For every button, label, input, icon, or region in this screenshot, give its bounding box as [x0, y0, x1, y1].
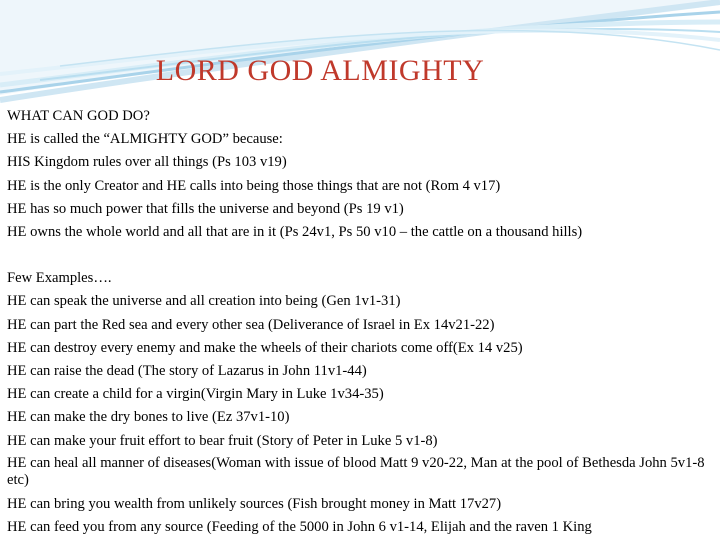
example-line: HE can raise the dead (The story of Lazarus in John 11v1-44): [7, 363, 367, 380]
example-line: HE can bring you wealth from unlikely sources (Fish brought money in Matt 17v27): [7, 495, 502, 512]
reason-line: HE is the only Creator and HE calls into being those things that are not (Rom 4 v17): [7, 177, 501, 194]
example-line: HE can heal all manner of diseases(Woman with issue of blood Matt 9 v20-22, Man at the pool of Bethesda John 5v1-8 etc): [7, 454, 705, 489]
section-spacer: [7, 244, 713, 267]
reason-line: HE owns the whole world and all that are in it (Ps 24v1, Ps 50 v10 – the cattle on a thousand hills): [7, 224, 583, 241]
section-heading: WHAT CAN GOD DO?: [7, 108, 150, 124]
example-line: HE can make the dry bones to live (Ez 37v1-10): [7, 409, 290, 426]
example-line: HE can speak the universe and all creation into being (Gen 1v1-31): [7, 293, 401, 310]
example-line: HE can create a child for a virgin(Virgin Mary in Luke 1v34-35): [7, 386, 384, 403]
intro-line: HE is called the “ALMIGHTY GOD” because:: [7, 131, 283, 148]
example-line: HE can destroy every enemy and make the wheels of their chariots come off(Ex 14 v25): [7, 339, 523, 356]
examples-heading: Few Examples….: [7, 270, 112, 287]
example-line: HE can make your fruit effort to bear fruit (Story of Peter in Luke 5 v1-8): [7, 432, 438, 449]
reason-line: HE has so much power that fills the universe and beyond (Ps 19 v1): [7, 200, 404, 217]
example-line: HE can part the Red sea and every other sea (Deliverance of Israel in Ex 14v21-22): [7, 316, 495, 333]
slide-body: [7, 105, 713, 539]
slide-title: LORD GOD ALMIGHTY: [155, 54, 485, 87]
example-line: HE can feed you from any source (Feeding of the 5000 in John 6 v1-14, Elijah and the raven 1 King: [7, 519, 592, 536]
reason-line: HIS Kingdom rules over all things (Ps 103 v19): [7, 154, 287, 171]
